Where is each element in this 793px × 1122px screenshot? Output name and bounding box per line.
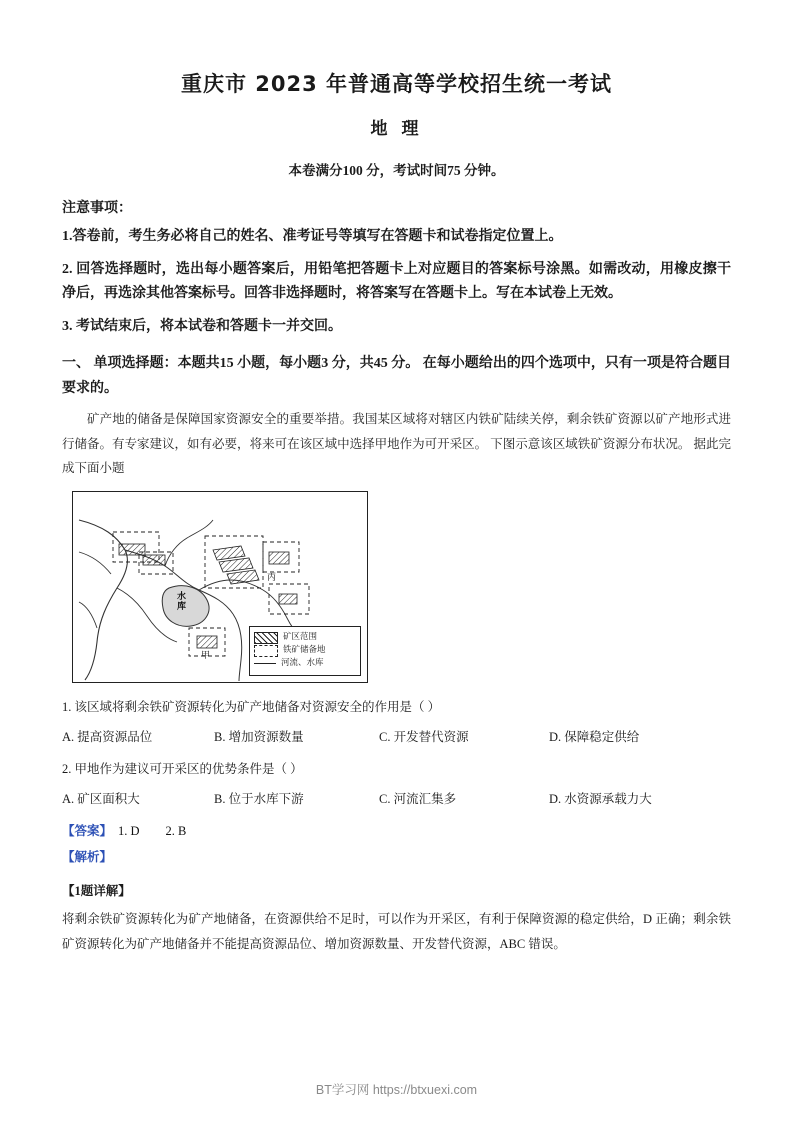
question-stem: 矿产地的储备是保障国家资源安全的重要举措。我国某区域将对辖区内铁矿陆续关停，剩余铁矿资源以矿产地形式进行储备。有专家建议，如有必要，将来可在该区域中选择甲地作为可开采区。 下图示意该区域铁矿资源分布状况。 据此完成下面小题 (62, 412, 731, 476)
answer-item-2: 2. B (165, 823, 187, 838)
legend-label-reserve: 铁矿储备地 (283, 645, 326, 656)
option-1-a[interactable]: A. 提高资源品位 (62, 729, 153, 744)
legend-row-mine-area (254, 632, 356, 644)
answer-item-1: 1. D (118, 823, 140, 838)
option-1-c[interactable]: C. 开发替代资源 (379, 729, 469, 744)
option-2-b[interactable]: B. 位于水库下游 (214, 791, 304, 806)
page-title: 重庆市 2023 年普通高等学校招生统一考试 (180, 72, 613, 96)
notice-item-1: 1.答卷前，考生务必将自己的姓名、准考证号等填写在答题卡和试卷指定位置上。 (62, 229, 563, 244)
analysis-tag: 【解析】 (62, 849, 113, 864)
legend-label-water: 河流、水库 (281, 658, 324, 669)
legend-row-reserve (254, 645, 356, 657)
notice-heading: 注意事项： (62, 201, 132, 216)
notice-item-3: 3. 考试结束后，将本试卷和答题卡一并交回。 (62, 318, 342, 334)
question-2-options (62, 789, 731, 807)
figure-mineral-map (72, 491, 731, 683)
question-1-options (62, 727, 731, 745)
question-2-number: 2. (62, 761, 72, 776)
option-1-b[interactable]: B. 增加资源数量 (214, 729, 304, 744)
option-2-d[interactable]: D. 水资源承载力大 (549, 791, 652, 806)
section-heading: 一、 单项选择题：本题共15 小题，每小题3 分，共45 分。 在每小题给出的四个选项中，只有一项是符合题目要求的。 (62, 356, 731, 397)
subject-title: 地 理 (370, 119, 423, 139)
legend-label-mine-area: 矿区范围 (283, 632, 318, 643)
legend-row-water (254, 658, 356, 669)
question-2-body: 甲地作为建议可开采区的优势条件是（ ） (74, 761, 303, 776)
question-1-text (62, 697, 731, 717)
option-1-d[interactable]: D. 保障稳定供给 (549, 729, 640, 744)
mine-area-swatch-icon (254, 632, 278, 644)
option-2-a[interactable]: A. 矿区面积大 (62, 791, 140, 806)
answer-block (62, 821, 731, 839)
detail-heading: 【1题详解】 (62, 883, 131, 898)
detail-body: 将剩余铁矿资源转化为矿产地储备，在资源供给不足时，可以作为开采区，有利于保障资源的稳定供给，D 正确；剩余铁矿资源转化为矿产地储备并不能提高资源品位、增加资源数量、开发替代资源，ABC 错误。 (62, 911, 731, 951)
map-label-bing: 丙 (267, 572, 277, 583)
reserve-swatch-icon (254, 645, 278, 657)
answer-tag: 【答案】 (62, 823, 113, 838)
question-1-number: 1. (62, 699, 72, 714)
question-2-text (62, 759, 731, 779)
map-label-reservoir: 水 库 (177, 591, 187, 612)
question-1-body: 该区域将剩余铁矿资源转化为矿产地储备对资源安全的作用是（ ） (74, 699, 441, 714)
map-container (72, 491, 368, 683)
option-2-c[interactable]: C. 河流汇集多 (379, 791, 457, 806)
exam-meta: 本卷满分100 分，考试时间75 分钟。 (288, 163, 505, 178)
map-legend (249, 626, 361, 675)
map-label-jia: 甲 (201, 650, 211, 661)
river-swatch-icon (254, 659, 276, 669)
notice-item-2: 2. 回答选择题时，选出每小题答案后，用铅笔把答题卡上对应题目的答案标号涂黑。如需改动，用橡皮擦干净后，再选涂其他答案标号。回答非选择题时，将答案写在答题卡上。写在本试卷上无效。 (62, 261, 731, 301)
footer-watermark: BT学习网 https://btxuexi.com (315, 1083, 478, 1097)
